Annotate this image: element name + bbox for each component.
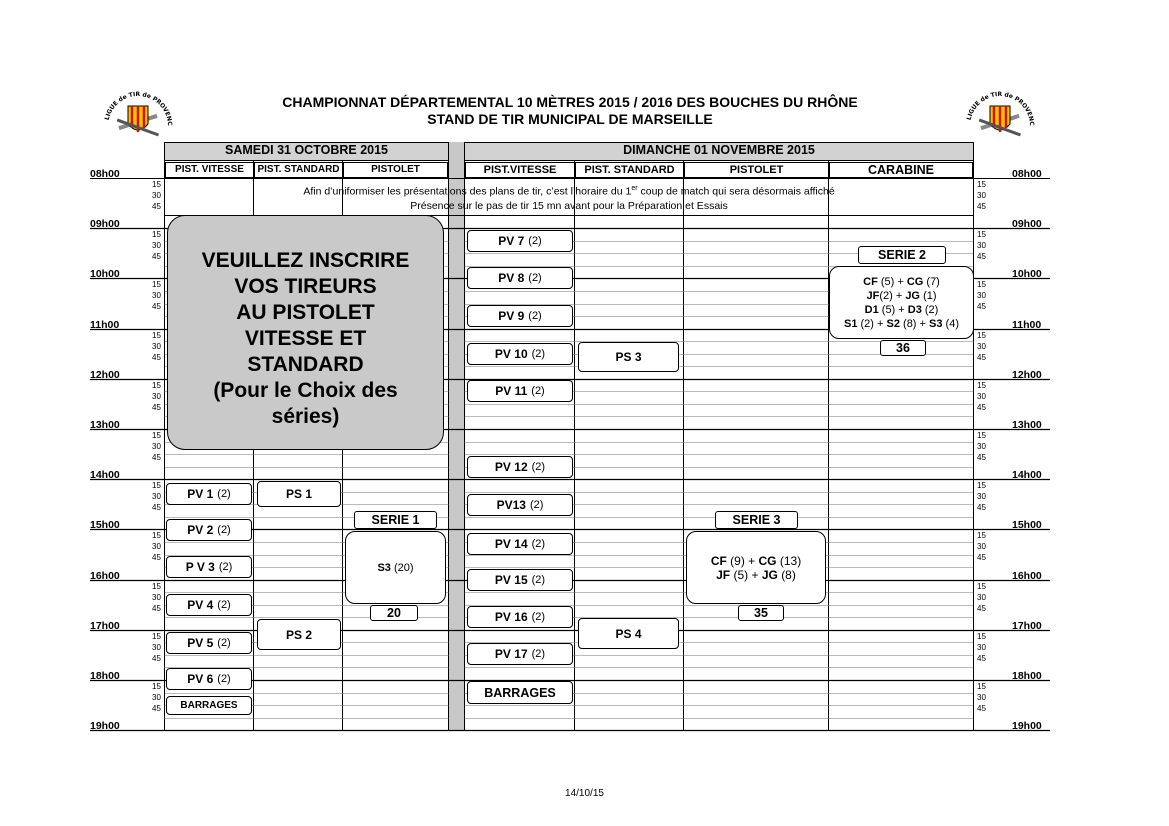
slot-ps-3[interactable]: PS 3 (578, 342, 679, 372)
quarter-label: 30 (152, 191, 161, 200)
quarter-label: 45 (152, 252, 161, 262)
hour-label: 09h00 (1012, 218, 1042, 231)
quarter-label: 30 (977, 642, 986, 652)
hour-label: 18h00 (90, 670, 120, 682)
slot-pv-2[interactable]: PV 2 (2) (166, 519, 252, 541)
slot-sun-barrages[interactable]: BARRAGES (467, 681, 573, 704)
quarter-label: 30 (152, 693, 161, 702)
quarter-label: 15 (977, 230, 986, 240)
slot-pv-1[interactable]: PV 1 (2) (166, 483, 252, 505)
slot-pv-3[interactable]: P V 3 (2) (166, 556, 252, 578)
quarter-label: 30 (152, 391, 161, 401)
hour-label: 16h00 (90, 569, 120, 582)
registration-notice: VEUILLEZ INSCRIRE VOS TIREURS AU PISTOLET VITESSE ET STANDARD (Pour le Choix des séries) (167, 215, 444, 450)
slot-pv-17[interactable]: PV 17 (2) (467, 643, 573, 665)
footer-date: 14/10/15 (565, 788, 604, 799)
hour-label: 08h00 (1012, 168, 1042, 180)
hour-label: 19h00 (1012, 720, 1042, 733)
slot-sat-barrages[interactable]: BARRAGES (166, 696, 252, 715)
hour-label: 15h00 (90, 519, 120, 532)
hour-label: 14h00 (1012, 469, 1042, 482)
slot-pv-13[interactable]: PV13 (2) (467, 494, 573, 516)
hour-label: 19h00 (90, 720, 120, 733)
hour-label: 10h00 (90, 268, 120, 281)
quarter-label: 15 (977, 330, 986, 340)
col-sun-carabine: CARABINE (829, 162, 973, 178)
col-sat-pist-vitesse: PIST. VITESSE (165, 162, 254, 178)
day-header-sunday: DIMANCHE 01 NOVEMBRE 2015 (623, 143, 815, 157)
quarter-label: 15 (152, 531, 161, 541)
quarter-label: 45 (152, 302, 161, 312)
quarter-label: 45 (152, 704, 161, 713)
slot-pv-8[interactable]: PV 8 (2) (467, 267, 573, 289)
hour-label: 17h00 (1012, 619, 1042, 632)
quarter-label: 45 (977, 704, 986, 713)
col-sun-pist-standard: PIST. STANDARD (575, 162, 684, 178)
serie-3-total: 35 (738, 605, 784, 621)
quarter-label: 30 (152, 542, 161, 552)
hour-label: 15h00 (1012, 519, 1042, 532)
hour-label: 10h00 (1012, 268, 1042, 281)
slot-pv-15[interactable]: PV 15 (2) (467, 569, 573, 591)
quarter-label: 45 (977, 352, 986, 362)
quarter-label: 30 (977, 442, 986, 451)
quarter-label: 30 (152, 291, 161, 301)
quarter-label: 15 (977, 280, 986, 290)
serie-2-label: SERIE 2 (858, 246, 946, 264)
quarter-label: 15 (977, 380, 986, 390)
slot-ps-1[interactable]: PS 1 (257, 481, 341, 507)
quarter-label: 30 (152, 341, 161, 351)
notice-text: Afin d’uniformiser les présentations des plans de tir, c’est l’horaire du 1er coup de match qui sera désormais affiché Présence sur le pas de tir 15 mn avant pour la Préparation et Essais (303, 185, 835, 212)
quarter-label: 30 (152, 592, 161, 602)
quarter-label: 45 (152, 352, 161, 362)
serie-2-total: 36 (880, 340, 926, 356)
quarter-label: 30 (977, 592, 986, 602)
hour-label: 14h00 (90, 469, 120, 482)
quarter-label: 45 (152, 603, 161, 613)
quarter-label: 15 (977, 531, 986, 541)
slot-pv-7[interactable]: PV 7 (2) (467, 230, 573, 252)
hour-label: 17h00 (90, 619, 120, 632)
quarter-label: 45 (977, 252, 986, 262)
slot-pv-6[interactable]: PV 6 (2) (166, 668, 252, 690)
slot-pv-12[interactable]: PV 12 (2) (467, 456, 573, 478)
quarter-label: 15 (977, 581, 986, 591)
quarter-label: 45 (977, 402, 986, 412)
quarter-label: 30 (977, 241, 986, 251)
title-line-1: CHAMPIONNAT DÉPARTEMENTAL 10 MÈTRES 2015 / 2016 DES BOUCHES DU RHÔNE (282, 94, 858, 110)
quarter-label: 30 (152, 442, 161, 451)
quarter-label: 30 (977, 191, 986, 200)
hour-label: 13h00 (90, 419, 120, 431)
slot-pv-4[interactable]: PV 4 (2) (166, 594, 252, 616)
quarter-label: 15 (152, 682, 161, 691)
quarter-label: 15 (152, 280, 161, 290)
quarter-label: 15 (152, 380, 161, 390)
title-line-2: STAND DE TIR MUNICIPAL DE MARSEILLE (427, 111, 713, 127)
col-sun-pistolet: PISTOLET (684, 162, 829, 178)
hour-label: 11h00 (1012, 318, 1042, 331)
quarter-label: 45 (977, 453, 986, 462)
slot-pv-10[interactable]: PV 10 (2) (467, 343, 573, 365)
quarter-label: 45 (152, 553, 161, 563)
hour-label: 09h00 (90, 218, 120, 231)
quarter-label: 15 (977, 431, 986, 440)
hour-label: 18h00 (1012, 670, 1042, 682)
quarter-label: 45 (152, 202, 161, 211)
quarter-label: 15 (977, 682, 986, 691)
slot-pv-11[interactable]: PV 11 (2) (467, 380, 573, 402)
svg-text:LIGUE de TIR de PROVENCE: LIGUE de TIR de PROVENC (965, 90, 1036, 126)
quarter-label: 45 (977, 603, 986, 613)
serie-3-label: SERIE 3 (715, 511, 798, 529)
quarter-label: 45 (977, 503, 986, 513)
quarter-label: 15 (152, 230, 161, 240)
quarter-label: 15 (152, 180, 161, 189)
slot-pv-14[interactable]: PV 14 (2) (467, 533, 573, 555)
col-sun-pist-vitesse: PIST.VITESSE (465, 162, 575, 178)
slot-ps-4[interactable]: PS 4 (578, 618, 679, 649)
quarter-label: 15 (152, 431, 161, 440)
quarter-label: 45 (977, 653, 986, 663)
quarter-label: 30 (152, 241, 161, 251)
quarter-label: 45 (977, 202, 986, 211)
quarter-label: 30 (977, 341, 986, 351)
serie-3-block[interactable]: CF (9) + CG (13) JF (5) + JG (8) (686, 531, 826, 604)
quarter-label: 15 (977, 481, 986, 491)
quarter-label: 45 (977, 302, 986, 312)
svg-text:LIGUE de TIR de PROVENCE: LIGUE de TIR de PROVENC (103, 90, 174, 126)
hour-label: 12h00 (1012, 368, 1042, 381)
serie-1-total: 20 (370, 605, 418, 621)
quarter-label: 30 (977, 391, 986, 401)
quarter-label: 30 (977, 291, 986, 301)
hour-label: 13h00 (1012, 419, 1042, 431)
quarter-label: 30 (977, 542, 986, 552)
hour-label: 16h00 (1012, 569, 1042, 582)
day-header-saturday: SAMEDI 31 OCTOBRE 2015 (224, 143, 389, 157)
serie-1-label: SERIE 1 (354, 511, 437, 529)
quarter-label: 30 (152, 492, 161, 502)
quarter-label: 45 (152, 653, 161, 663)
quarter-label: 45 (152, 453, 161, 462)
quarter-label: 15 (152, 631, 161, 641)
quarter-label: 30 (977, 693, 986, 702)
serie-1-block[interactable]: S3 (20) (345, 531, 446, 604)
hour-label: 11h00 (90, 318, 120, 331)
quarter-label: 15 (152, 481, 161, 491)
quarter-label: 30 (152, 642, 161, 652)
quarter-label: 30 (977, 492, 986, 502)
quarter-label: 45 (152, 402, 161, 412)
quarter-label: 15 (977, 631, 986, 641)
hour-label: 08h00 (90, 168, 120, 180)
quarter-label: 15 (152, 581, 161, 591)
slot-pv-9[interactable]: PV 9 (2) (467, 305, 573, 327)
quarter-label: 15 (152, 330, 161, 340)
col-sat-pistolet: PISTOLET (343, 162, 448, 178)
serie-2-block[interactable]: CF (5) + CG (7) JF(2) + JG (1) D1 (5) + D3 (2) S1 (2) + S2 (8) + S3 (4) (829, 266, 974, 339)
slot-ps-2[interactable]: PS 2 (257, 619, 341, 650)
hour-label: 12h00 (90, 368, 120, 381)
quarter-label: 15 (977, 180, 986, 189)
col-sat-pist-standard: PIST. STANDARD (254, 162, 343, 178)
quarter-label: 45 (152, 503, 161, 513)
quarter-label: 45 (977, 553, 986, 563)
slot-pv-16[interactable]: PV 16 (2) (467, 606, 573, 628)
slot-pv-5[interactable]: PV 5 (2) (166, 632, 252, 654)
